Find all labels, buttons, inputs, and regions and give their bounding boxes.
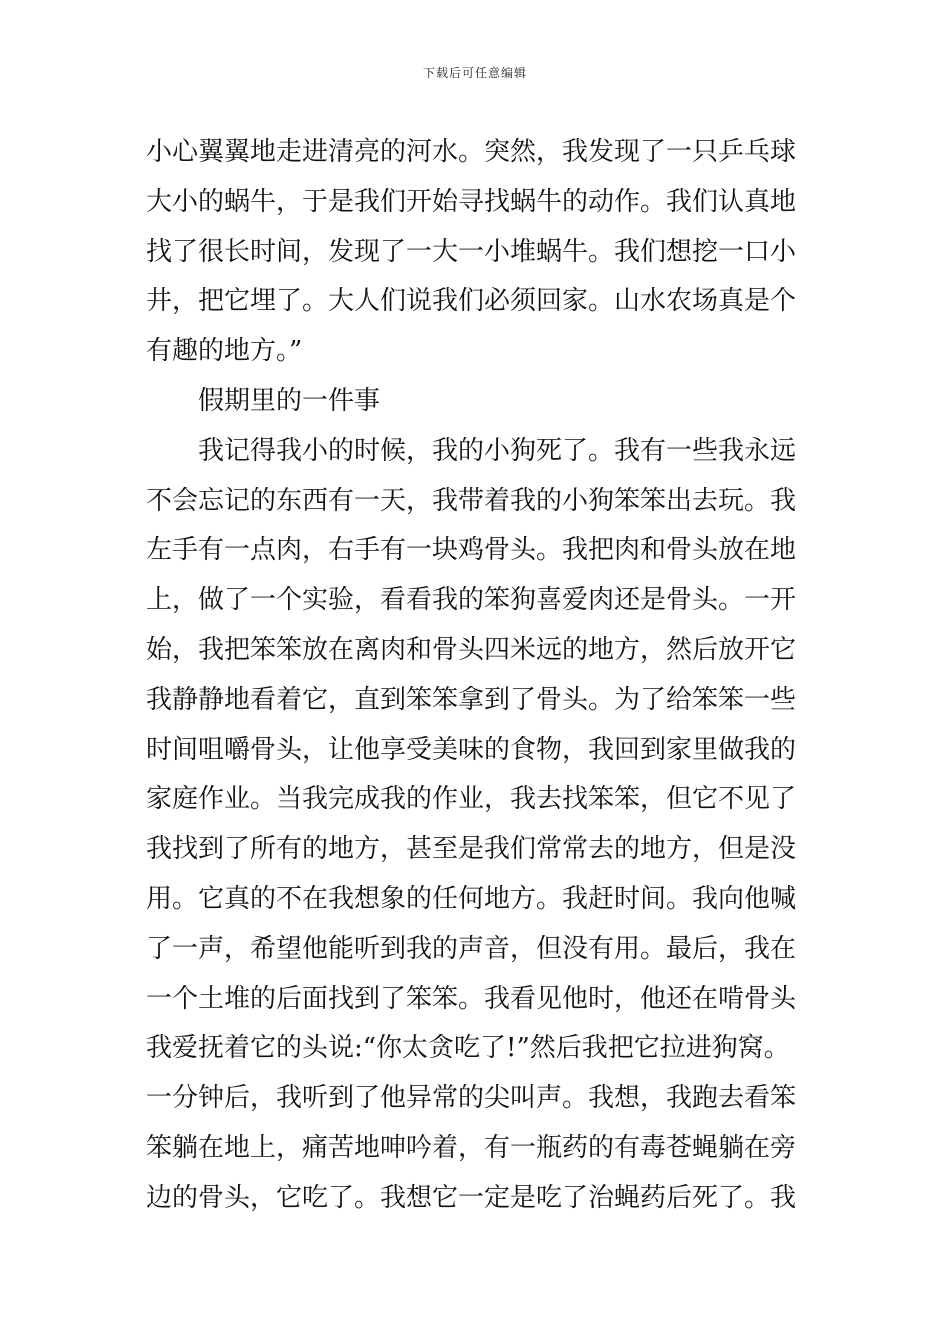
text-line: 始，我把笨笨放在离肉和骨头四米远的地方，然后放开它: [146, 634, 797, 665]
page-header: 下载后可任意编辑: [422, 66, 527, 80]
text-line: 左手有一点肉，右手有一块鸡骨头。我把肉和骨头放在地: [146, 535, 797, 566]
section-title: 假期里的一件事: [198, 385, 381, 416]
text-line: 用。它真的不在我想象的任何地方。我赶时间。我向他喊: [146, 883, 797, 914]
text-line: 找了很长时间，发现了一大一小堆蜗牛。我们想挖一口小: [146, 236, 797, 267]
text-line: 笨躺在地上，痛苦地呻吟着，有一瓶药的有毒苍蝇躺在旁: [146, 1132, 797, 1163]
text-line: 我记得我小的时候，我的小狗死了。我有一些我永远: [198, 435, 797, 466]
text-line: 家庭作业。当我完成我的作业，我去找笨笨，但它不见了: [146, 784, 797, 815]
text-line: 上，做了一个实验，看看我的笨狗喜爱肉还是骨头。一开: [146, 585, 797, 616]
text-line: 小心翼翼地走进清亮的河水。突然，我发现了一只乒乓球: [146, 137, 797, 167]
text-line: 我找到了所有的地方，甚至是我们常常去的地方，但是没: [146, 834, 797, 865]
text-line: 时间咀嚼骨头，让他享受美味的食物，我回到家里做我的: [146, 734, 797, 765]
document-body: [146, 128, 816, 1224]
text-line: 一个土堆的后面找到了笨笨。我看见他时，他还在啃骨头: [146, 983, 797, 1014]
text-line: 边的骨头，它吃了。我想它一定是吃了治蝇药后死了。我: [146, 1182, 797, 1213]
text-line: 大小的蜗牛，于是我们开始寻找蜗牛的动作。我们认真地: [146, 186, 797, 217]
text-line: 我静静地看着它，直到笨笨拿到了骨头。为了给笨笨一些: [146, 684, 797, 715]
text-line: 不会忘记的东西有一天，我带着我的小狗笨笨出去玩。我: [146, 485, 797, 516]
text-line: 我爱抚着它的头说:“你太贪吃了!”然后我把它拉进狗窝。: [146, 1033, 790, 1064]
text-line: 井，把它埋了。大人们说我们必须回家。山水农场真是个: [146, 286, 797, 317]
text-line: 了一声，希望他能听到我的声音，但没有用。最后，我在: [146, 933, 797, 964]
text-line: 有趣的地方。”: [146, 336, 303, 367]
text-line: 一分钟后，我听到了他异常的尖叫声。我想，我跑去看笨: [146, 1083, 797, 1114]
